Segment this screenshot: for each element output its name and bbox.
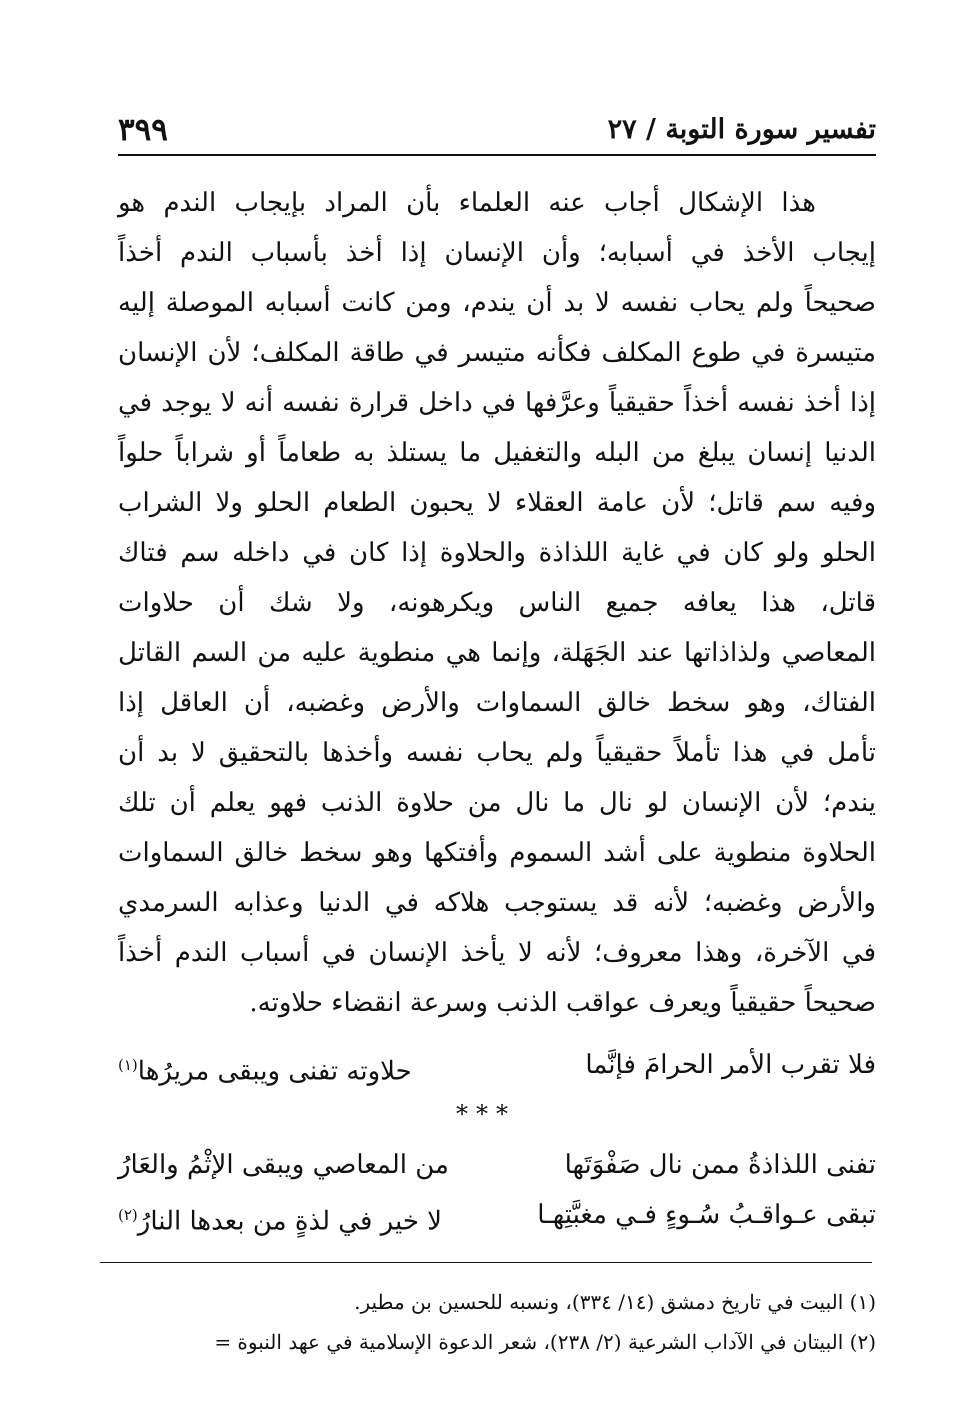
verse-line	[118, 1040, 876, 1090]
paragraph-line: والأرض وغضبه؛ لأنه قد يستوجب هلاكه في الدنيا وعذابه السرمدي	[118, 888, 876, 918]
page-number: ٣٩٩	[118, 112, 168, 148]
verse-text: لا خير في لذةٍ من بعدها النارُ	[137, 1206, 442, 1237]
footnote-separator	[100, 1262, 872, 1263]
paragraph-line: الدنيا إنسان يبلغ من البله والتغفيل ما يستلذ به طعاماً أو شراباً حلواً	[118, 438, 876, 468]
paragraph-line: الفتاك، وهو سخط خالق السماوات والأرض وغضبه، أن العاقل إذا	[118, 688, 876, 718]
paragraph-line: متيسرة في طوع المكلف فكأنه متيسر في طاقة المكلف؛ لأن الإنسان	[118, 338, 876, 368]
paragraph-line: صحيحاً حقيقياً ويعرف عواقب الذنب وسرعة انقضاء حلاوته.	[249, 988, 876, 1018]
verse-text: حلاوته تفنى ويبقى مريرُها	[137, 1056, 412, 1087]
paragraph-line: إيجاب الأخذ في أسبابه؛ وأن الإنسان إذا أخذ بأسباب الندم أخذاً	[118, 238, 876, 268]
running-title: تفسير سورة التوبة / ٢٧	[607, 114, 876, 145]
paragraph-line: قاتل، هذا يعافه جميع الناس ويكرهونه، ولا شك أن حلاوات	[118, 588, 876, 618]
page-header	[118, 108, 876, 156]
paragraph-line: الحلاوة منطوية على أشد السموم وأفتكها وهو سخط خالق السماوات	[118, 838, 876, 868]
verse-hemistich-first: فلا تقرب الأمر الحرامَ فإنَّما	[585, 1050, 876, 1080]
footnotes	[100, 1282, 876, 1362]
paragraph-line: المعاصي ولذاذاتها عند الجَهَلة، وإنما هي منطوية عليه من السم القاتل	[118, 638, 876, 668]
paragraph-line: يندم؛ لأن الإنسان لو نال ما نال من حلاوة الذنب فهو يعلم أن تلك	[118, 788, 876, 818]
footnote-ref: (٢)	[118, 1206, 138, 1224]
footnote-ref: (١)	[118, 1056, 138, 1074]
verse-hemistich-first: تفنى اللذاذةُ ممن نال صَفْوَتَها	[564, 1150, 876, 1180]
paragraph-line: صحيحاً ولم يحاب نفسه لا بد أن يندم، ومن كانت أسبابه الموصلة إليه	[118, 288, 876, 318]
section-separator-stars: ***	[456, 1100, 516, 1128]
paragraph-line: في الآخرة، وهذا معروف؛ لأنه لا يأخذ الإنسان في أسباب الندم أخذاً	[118, 938, 876, 968]
paragraph-line: الحلو ولو كان في غاية اللذاذة والحلاوة إذا كان في داخله سم فتاك	[118, 538, 876, 568]
paragraph-line: تأمل في هذا تأملاً حقيقياً ولم يحاب نفسه وأخذها بالتحقيق لا بد أن	[118, 738, 876, 768]
verse-hemistich-first: تبقى عـواقـبُ سُـوءٍ فـي مغبَّتِهـا	[537, 1200, 876, 1230]
verse-hemistich-second	[118, 1040, 412, 1097]
paragraph-line: هذا الإشكال أجاب عنه العلماء بأن المراد بإيجاب الندم هو	[118, 188, 816, 218]
verse-line	[118, 1140, 876, 1190]
footnote: (٢) البيتان في الآداب الشرعية (٢/ ٢٣٨)، شعر الدعوة الإسلامية في عهد النبوة =	[214, 1330, 876, 1354]
verse-line	[118, 1190, 876, 1240]
verse-hemistich-second	[118, 1190, 442, 1247]
paragraph-line: وفيه سم قاتل؛ لأن عامة العقلاء لا يحبون الطعام الحلو ولا الشراب	[118, 488, 876, 518]
footnote: (١) البيت في تاريخ دمشق (١٤/ ٣٣٤)، ونسبه للحسين بن مطير.	[354, 1290, 876, 1314]
paragraph-line: إذا أخذ نفسه أخذاً حقيقياً وعرَّفها في داخل قرارة نفسه أنه لا يوجد في	[118, 388, 876, 418]
verse-hemistich-second: من المعاصي ويبقى الإثْمُ والعَارُ	[118, 1150, 449, 1180]
body-text	[118, 178, 876, 1028]
